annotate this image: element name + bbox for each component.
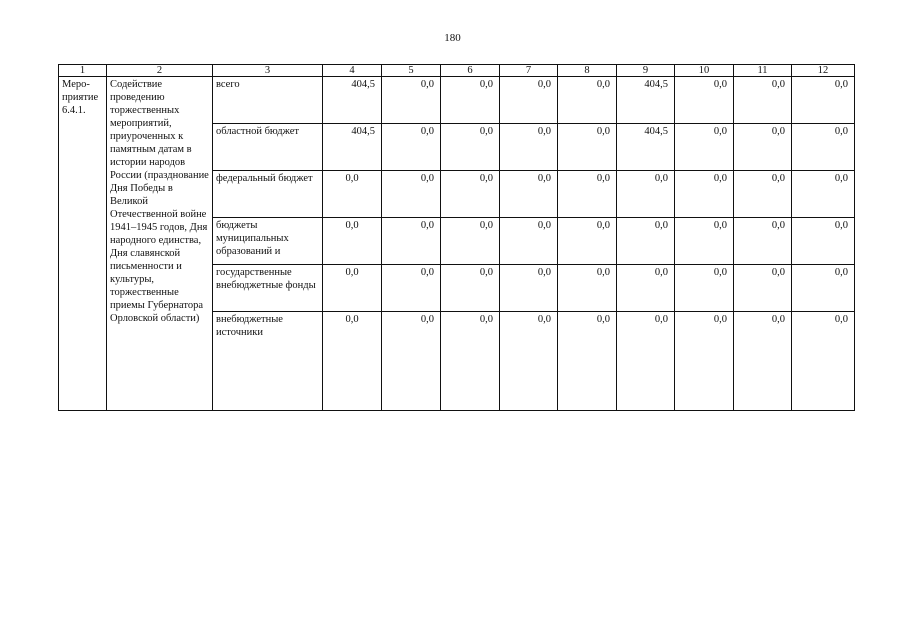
value-cell: 0,0 [734,171,792,218]
funding-source: областной бюджет [213,124,323,171]
value-cell: 0,0 [675,218,734,265]
column-header: 5 [382,65,441,77]
funding-source: внебюджетные источники [213,312,323,411]
value-cell: 0,0 [382,77,441,124]
value-cell: 0,0 [500,124,558,171]
value-cell: 0,0 [675,77,734,124]
value-cell: 0,0 [382,171,441,218]
value-cell: 0,0 [382,312,441,411]
value-cell: 404,5 [617,124,675,171]
column-header: 7 [500,65,558,77]
value-cell: 0,0 [441,171,500,218]
value-cell: 0,0 [558,124,617,171]
value-cell: 0,0 [500,218,558,265]
value-cell: 0,0 [441,265,500,312]
value-cell: 0,0 [382,265,441,312]
value-cell: 0,0 [382,124,441,171]
value-cell: 0,0 [617,265,675,312]
value-cell: 0,0 [441,124,500,171]
value-cell: 404,5 [617,77,675,124]
value-cell: 0,0 [675,265,734,312]
value-cell: 0,0 [558,171,617,218]
event-description: Содействие проведению торжественных мероприятий, приуроченных к памятным датам в истории народов России (празднование Дня Победы в Великой Отечественной войне 1941–1945 годов, Дня народного единства, Дня славянской письменности и культуры, торжественные приемы Губернатора Орловской области) [107,77,213,411]
value-cell: 0,0 [500,312,558,411]
funding-source: всего [213,77,323,124]
event-id-line: 6.4.1. [62,105,86,116]
column-header: 11 [734,65,792,77]
value-cell: 0,0 [500,265,558,312]
value-cell: 0,0 [617,218,675,265]
table-row [59,77,855,124]
value-cell: 0,0 [617,312,675,411]
value-cell: 0,0 [792,124,855,171]
value-cell: 0,0 [558,312,617,411]
column-header: 8 [558,65,617,77]
value-cell: 0,0 [617,171,675,218]
value-cell: 0,0 [441,312,500,411]
funding-source: государственные внебюджетные фонды [213,265,323,312]
column-header: 2 [107,65,213,77]
value-cell: 0,0 [734,77,792,124]
value-cell: 0,0 [734,265,792,312]
value-cell: 0,0 [500,171,558,218]
value-cell: 0,0 [441,77,500,124]
value-cell: 0,0 [323,312,382,411]
value-cell: 0,0 [558,218,617,265]
header-row [59,65,855,77]
column-header: 10 [675,65,734,77]
value-cell: 0,0 [323,218,382,265]
column-header: 6 [441,65,500,77]
value-cell: 0,0 [792,77,855,124]
value-cell: 0,0 [382,218,441,265]
value-cell: 404,5 [323,124,382,171]
value-cell: 0,0 [675,124,734,171]
column-header: 12 [792,65,855,77]
event-id-cell [59,77,107,411]
column-header: 4 [323,65,382,77]
value-cell: 0,0 [792,265,855,312]
value-cell: 0,0 [558,265,617,312]
column-header: 9 [617,65,675,77]
budget-table [58,64,855,411]
value-cell: 0,0 [734,312,792,411]
value-cell: 0,0 [441,218,500,265]
value-cell: 0,0 [323,265,382,312]
value-cell: 0,0 [734,124,792,171]
value-cell: 0,0 [558,77,617,124]
column-header: 1 [59,65,107,77]
column-header: 3 [213,65,323,77]
value-cell: 0,0 [734,218,792,265]
funding-source: федеральный бюджет [213,171,323,218]
value-cell: 0,0 [675,312,734,411]
value-cell: 404,5 [323,77,382,124]
funding-source: бюджеты муниципальных образований и [213,218,323,265]
value-cell: 0,0 [323,171,382,218]
page-number: 180 [444,32,461,44]
value-cell: 0,0 [500,77,558,124]
value-cell: 0,0 [675,171,734,218]
value-cell: 0,0 [792,218,855,265]
event-id-line: Меро- [62,79,90,90]
event-id-line: приятие [62,92,99,103]
value-cell: 0,0 [792,312,855,411]
value-cell: 0,0 [792,171,855,218]
